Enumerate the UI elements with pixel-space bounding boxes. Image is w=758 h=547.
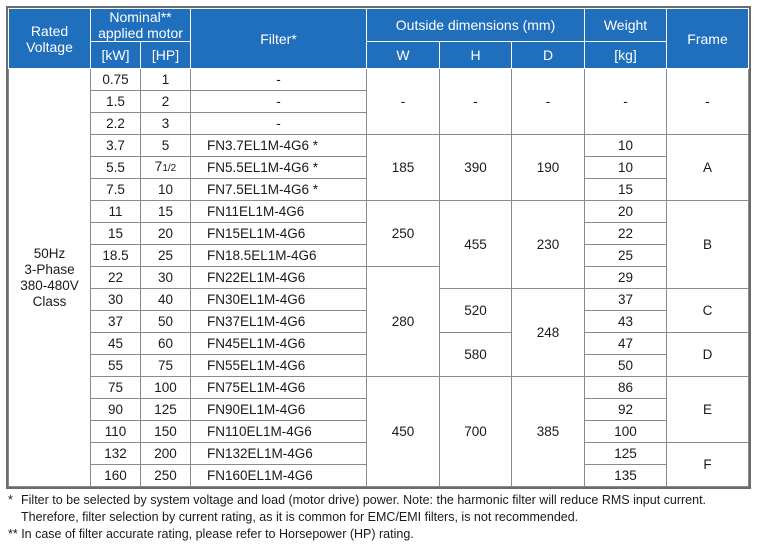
voltage-class-cell: 50Hz 3-Phase 380-480V Class	[9, 69, 91, 487]
h-cell: 700	[440, 377, 512, 487]
h-cell: 455	[440, 201, 512, 289]
h-cell: 390	[440, 135, 512, 201]
frame-cell: B	[667, 201, 749, 289]
weight-cell: 50	[585, 355, 667, 377]
filter-cell: FN132EL1M-4G6	[191, 443, 367, 465]
header-h: H	[440, 42, 512, 69]
filter-cell: FN55EL1M-4G6	[191, 355, 367, 377]
header-weight: Weight	[585, 9, 667, 42]
header-nominal-motor: Nominal** applied motor	[91, 9, 191, 42]
header-frame: Frame	[667, 9, 749, 69]
weight-cell: 15	[585, 179, 667, 201]
kw-cell: 18.5	[91, 245, 141, 267]
hp-cell: 10	[141, 179, 191, 201]
hp-cell: 75	[141, 355, 191, 377]
header-hp: [HP]	[141, 42, 191, 69]
filter-cell: FN110EL1M-4G6	[191, 421, 367, 443]
table-row	[9, 267, 749, 289]
weight-cell: 22	[585, 223, 667, 245]
frame-cell: F	[667, 443, 749, 487]
filter-cell: -	[191, 69, 367, 91]
kw-cell: 7.5	[91, 179, 141, 201]
filter-cell: FN7.5EL1M-4G6 *	[191, 179, 367, 201]
filter-cell: FN90EL1M-4G6	[191, 399, 367, 421]
weight-cell: 43	[585, 311, 667, 333]
w-cell: 250	[367, 201, 440, 267]
weight-cell: 29	[585, 267, 667, 289]
d-cell: 230	[512, 201, 585, 289]
weight-cell: 10	[585, 135, 667, 157]
frame-cell: E	[667, 377, 749, 443]
frame-cell: C	[667, 289, 749, 333]
kw-cell: 90	[91, 399, 141, 421]
hp-cell: 125	[141, 399, 191, 421]
filter-cell: FN11EL1M-4G6	[191, 201, 367, 223]
filter-cell: FN5.5EL1M-4G6 *	[191, 157, 367, 179]
header-w: W	[367, 42, 440, 69]
hp-cell: 50	[141, 311, 191, 333]
weight-cell: 10	[585, 157, 667, 179]
header-filter: Filter*	[191, 9, 367, 69]
w-cell: 280	[367, 267, 440, 377]
frame-cell: -	[667, 69, 749, 135]
frame-cell: D	[667, 333, 749, 377]
hp-cell: 15	[141, 201, 191, 223]
filter-cell: FN15EL1M-4G6	[191, 223, 367, 245]
hp-cell: 40	[141, 289, 191, 311]
kw-cell: 160	[91, 465, 141, 487]
d-cell: 190	[512, 135, 585, 201]
hp-cell: 150	[141, 421, 191, 443]
table-row	[9, 69, 749, 91]
kw-cell: 5.5	[91, 157, 141, 179]
weight-cell: 47	[585, 333, 667, 355]
hp-cell: 250	[141, 465, 191, 487]
d-cell: 385	[512, 377, 585, 487]
hp-cell: 71/2	[141, 157, 191, 179]
filter-cell: FN45EL1M-4G6	[191, 333, 367, 355]
filter-cell: FN160EL1M-4G6	[191, 465, 367, 487]
hp-cell: 1	[141, 69, 191, 91]
header-outside-dimensions: Outside dimensions (mm)	[367, 9, 585, 42]
filter-cell: FN75EL1M-4G6	[191, 377, 367, 399]
w-cell: 450	[367, 377, 440, 487]
kw-cell: 3.7	[91, 135, 141, 157]
footnote-filter-line2: Therefore, filter selection by current rating, as it is common for EMC/EMI filters, is not recommended.	[21, 510, 579, 524]
kw-cell: 11	[91, 201, 141, 223]
weight-cell: 25	[585, 245, 667, 267]
footnotes	[8, 492, 758, 543]
kw-cell: 2.2	[91, 113, 141, 135]
filter-cell: FN22EL1M-4G6	[191, 267, 367, 289]
hp-cell: 30	[141, 267, 191, 289]
hp-cell: 100	[141, 377, 191, 399]
hp-cell: 3	[141, 113, 191, 135]
kw-cell: 132	[91, 443, 141, 465]
filter-cell: -	[191, 113, 367, 135]
header-weight-unit: [kg]	[585, 42, 667, 69]
filter-spec-table	[8, 8, 749, 487]
hp-cell: 5	[141, 135, 191, 157]
filter-cell: FN37EL1M-4G6	[191, 311, 367, 333]
kw-cell: 0.75	[91, 69, 141, 91]
table-row	[9, 377, 749, 399]
hp-cell: 2	[141, 91, 191, 113]
kw-cell: 37	[91, 311, 141, 333]
h-cell: 580	[440, 333, 512, 377]
w-cell: -	[367, 69, 440, 135]
kw-cell: 110	[91, 421, 141, 443]
weight-cell: 20	[585, 201, 667, 223]
header-d: D	[512, 42, 585, 69]
weight-cell: 100	[585, 421, 667, 443]
weight-cell: 92	[585, 399, 667, 421]
filter-cell: -	[191, 91, 367, 113]
d-cell: 248	[512, 289, 585, 377]
h-cell: -	[440, 69, 512, 135]
kw-cell: 75	[91, 377, 141, 399]
footnote-filter-line1: * Filter to be selected by system voltage and load (motor drive) power. Note: the harmonic filter will reduce RMS input current.	[8, 493, 707, 507]
weight-cell: 135	[585, 465, 667, 487]
weight-cell: 86	[585, 377, 667, 399]
table-row	[9, 135, 749, 157]
weight-cell: 125	[585, 443, 667, 465]
kw-cell: 22	[91, 267, 141, 289]
filter-cell: FN30EL1M-4G6	[191, 289, 367, 311]
filter-cell: FN3.7EL1M-4G6 *	[191, 135, 367, 157]
kw-cell: 1.5	[91, 91, 141, 113]
kw-cell: 45	[91, 333, 141, 355]
frame-cell: A	[667, 135, 749, 201]
kw-cell: 55	[91, 355, 141, 377]
weight-cell: -	[585, 69, 667, 135]
kw-cell: 15	[91, 223, 141, 245]
header-kw: [kW]	[91, 42, 141, 69]
table-row	[9, 201, 749, 223]
filter-cell: FN18.5EL1M-4G6	[191, 245, 367, 267]
d-cell: -	[512, 69, 585, 135]
kw-cell: 30	[91, 289, 141, 311]
hp-cell: 20	[141, 223, 191, 245]
hp-cell: 60	[141, 333, 191, 355]
h-cell: 520	[440, 289, 512, 333]
footnote-hp-rating: ** In case of filter accurate rating, please refer to Horsepower (HP) rating.	[8, 527, 414, 541]
header-rated-voltage: Rated Voltage	[9, 9, 91, 69]
weight-cell: 37	[585, 289, 667, 311]
hp-cell: 200	[141, 443, 191, 465]
w-cell: 185	[367, 135, 440, 201]
hp-cell: 25	[141, 245, 191, 267]
